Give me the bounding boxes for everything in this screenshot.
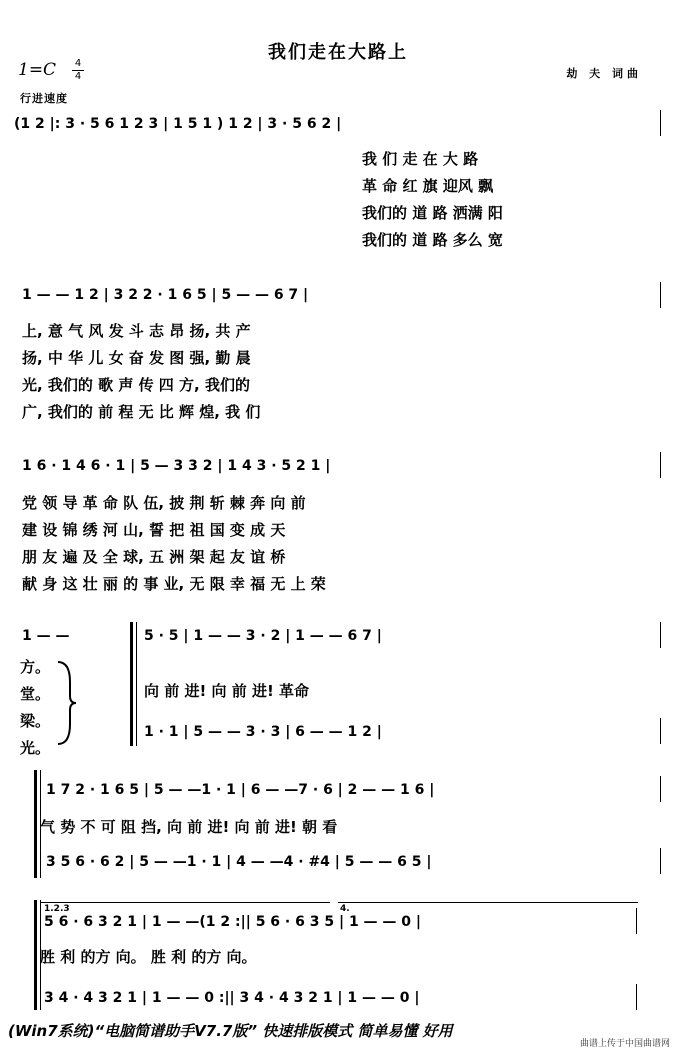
ending-verse-3: 梁。 xyxy=(20,712,51,730)
watermark: 曲谱上传于中国曲谱网 xyxy=(579,1039,670,1049)
lyric-row-1-verse-4: 我们的 道 路 多么 宽 xyxy=(362,231,503,249)
time-signature xyxy=(72,59,84,82)
lyric-row-6: 胜 利 的方 向。 胜 利 的方 向。 xyxy=(40,948,257,966)
lyric-row-2-verse-3: 光, 我们的 歌 声 传 四 方, 我们的 xyxy=(22,376,250,394)
lyric-row-1-verse-1: 我 们 走 在 大 路 xyxy=(362,150,479,168)
notes-row-5-lower: 3 5 6 · 6 2 | 5 — —1 · 1 | 4 — —4 · #4 | 5 — — 6 5 | xyxy=(46,854,432,870)
lyric-row-5: 气 势 不 可 阻 挡, 向 前 进! 向 前 进! 朝 看 xyxy=(40,818,338,836)
lyric-row-4-refrain: 向 前 进! 向 前 进! 革命 xyxy=(144,682,310,700)
notes-row-2: 1 — — 1 2 | 3 2 2 · 1 6 5 | 5 — — 6 7 | xyxy=(22,287,309,303)
notes-row-1: (1 2 |: 3 · 5 6 1 2 3 | 1 5 1 ) 1 2 | 3 · 5 6 2 | xyxy=(14,116,342,132)
lyric-row-2-verse-1: 上, 意 气 风 发 斗 志 昂 扬, 共 产 xyxy=(22,322,251,340)
lyric-row-3-verse-1: 党 领 导 革 命 队 伍, 披 荆 斩 棘 奔 向 前 xyxy=(22,494,306,512)
notes-row-5-upper: 1 7 2 · 1 6 5 | 5 — —1 · 1 | 6 — —7 · 6 | 2 — — 1 6 | xyxy=(46,782,435,798)
lyric-row-3-verse-3: 朋 友 遍 及 全 球, 五 洲 架 起 友 谊 桥 xyxy=(22,548,286,566)
notes-row-6-upper: 5 6 · 6 3 2 1 | 1 — —(1 2 :|| 5 6 · 6 3 5 | 1 — — 0 | xyxy=(44,914,422,930)
lyric-row-2-verse-4: 广, 我们的 前 程 无 比 辉 煌, 我 们 xyxy=(22,403,261,421)
meter-bottom: 4 xyxy=(74,71,82,82)
lyric-row-3-verse-4: 献 身 这 壮 丽 的 事 业, 无 限 幸 福 无 上 荣 xyxy=(22,575,326,593)
lyric-row-2-verse-2: 扬, 中 华 儿 女 奋 发 图 强, 勤 晨 xyxy=(22,349,251,367)
notes-row-3: 1 6 · 1 4 6 · 1 | 5 — 3 3 2 | 1 4 3 · 5 2 1 | xyxy=(22,458,331,474)
song-title: 我们走在大路上 xyxy=(268,42,408,63)
tempo-marking: 行进速度 xyxy=(20,92,68,105)
meter-top: 4 xyxy=(74,58,82,69)
notes-row-4-start: 1 — — xyxy=(22,628,70,644)
lyric-row-1-verse-3: 我们的 道 路 洒满 阳 xyxy=(362,204,503,222)
key-signature: 1=C xyxy=(18,60,57,80)
notes-row-6-lower: 3 4 · 4 3 2 1 | 1 — — 0 :|| 3 4 · 4 3 2 1 | 1 — — 0 | xyxy=(44,990,420,1006)
lyric-row-1-verse-2: 革 命 红 旗 迎风 飘 xyxy=(362,177,494,195)
author-credit: 劫 夫 词曲 xyxy=(566,67,642,80)
ending-verse-2: 堂。 xyxy=(20,685,51,703)
notes-row-4-lower: 1 · 1 | 5 — — 3 · 3 | 6 — — 1 2 | xyxy=(144,724,382,740)
volta-2: 4. xyxy=(340,904,350,914)
notes-row-4-upper: 5 · 5 | 1 — — 3 · 2 | 1 — — 6 7 | xyxy=(144,628,382,644)
ending-verse-4: 光。 xyxy=(20,739,51,757)
volta-1: 1.2.3 xyxy=(44,904,70,914)
verse-brace xyxy=(56,660,78,746)
ending-verse-1: 方。 xyxy=(20,658,51,676)
software-footer: (Win7系统)“电脑简谱助手V7.7版” 快速排版模式 简单易懂 好用 xyxy=(8,1022,453,1040)
lyric-row-3-verse-2: 建 设 锦 绣 河 山, 誓 把 祖 国 变 成 天 xyxy=(22,521,286,539)
